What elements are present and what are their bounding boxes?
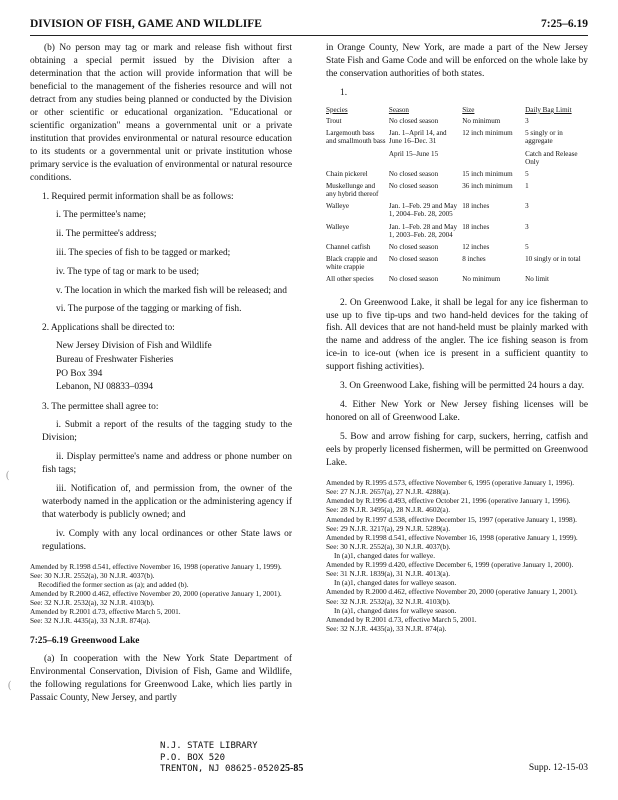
margin-mark: ( — [8, 680, 12, 691]
column-header: Size — [462, 105, 475, 114]
table-cell: 18 inches — [462, 202, 490, 211]
table-cell: 5 — [525, 242, 529, 251]
history-line: See: 30 N.J.R. 2552(a), 30 N.J.R. 4037(b). — [30, 570, 155, 580]
table-cell: Jan. 1–Feb. 28 and May 1, 2003–Feb. 28, 2004 — [388, 222, 458, 239]
table-cell — [326, 149, 389, 169]
paragraph-b: (b) No person may tag or mark and release fish without first obtaining a special permit issued by the Division after a determination that the action will provide information that will be beneficial to the management of the fisheries resource and will not detract from any studies being planned or conducted by the Division or other scientific or educational organization. "Educational or scientific organization" means a governmental unit or a private institution that provides environmental or natural resource education to its students or a governmental unit or private institution whose primary service is the evaluation of environmental or natural resource conditions. — [30, 43, 292, 183]
section-title: 7:25–6.19 Greenwood Lake — [30, 636, 140, 647]
list-subitem: vi. The purpose of the tagging or marking of fish. — [56, 304, 242, 315]
table-cell: Chain pickerel — [326, 169, 368, 178]
table-cell: Trout — [326, 117, 342, 126]
table-cell: Walleye — [326, 222, 350, 231]
history-line: See: 31 N.J.R. 1839(a), 31 N.J.R. 4013(a). — [326, 569, 451, 579]
list-item-3: 3. The permittee shall agree to: — [42, 401, 159, 412]
running-header-section: 7:25–6.19 — [541, 18, 588, 30]
supplement-date: Supp. 12-15-03 — [528, 763, 588, 773]
table-cell: 12 inches — [462, 242, 490, 251]
list-item-2: 2. On Greenwood Lake, it shall be legal for any ice fisherman to use up to five tip-ups and two hand-held devices for the taking of fish. All devices that are not hand-held must be plainly marked with the name and address of the angler. The ice fishing season is from ice-in to ice-out (when ice is present in a sufficient quantity to support fishing activities). — [326, 297, 588, 373]
table-cell: No limit — [525, 275, 549, 284]
history-note: Recodified the former section as (a); and added (b). — [38, 579, 189, 589]
history-line: See: 29 N.J.R. 3217(a), 29 N.J.R. 5289(a). — [326, 523, 451, 533]
column-header: Species — [326, 105, 348, 114]
list-subitem: ii. Display permittee's name and address or phone number on fish tags; — [42, 451, 292, 475]
table-cell: 8 inches — [462, 255, 486, 264]
history-notes-right — [326, 478, 588, 633]
table-row — [326, 242, 588, 254]
paragraph-a-continued: in Orange County, New York, are made a part of the New Jersey State Fish and Game Code and will be enforced on the whole lake by the conservation authorities of both states. — [326, 43, 588, 79]
table-cell: No closed season — [388, 169, 439, 178]
column-header: Daily Bag Limit — [525, 105, 572, 114]
table-cell: No minimum — [462, 275, 501, 284]
history-note: In (a)1, changed dates for walleye season. — [334, 605, 457, 615]
table-cell: 5 — [525, 169, 529, 178]
history-note: In (a)1, changed dates for walleye season. — [334, 578, 457, 588]
history-line: See: 32 N.J.R. 2532(a), 32 N.J.R. 4103(b). — [30, 598, 155, 608]
history-line: Amended by R.2000 d.462, effective November 20, 2000 (operative January 1, 2001). — [326, 587, 578, 597]
table-cell: 10 singly or in total — [525, 255, 581, 264]
table-cell: April 15–June 15 — [388, 149, 439, 158]
mailing-address — [30, 340, 292, 395]
table-row — [326, 254, 588, 274]
table-cell: 5 singly or in aggregate — [525, 129, 563, 146]
table-cell: Muskellunge and any hybrid thereof — [326, 181, 379, 199]
table-cell: No closed season — [388, 181, 439, 190]
table-row — [326, 116, 588, 128]
table-row — [326, 222, 588, 242]
table-cell: No minimum — [462, 117, 501, 126]
history-line: See: 28 N.J.R. 3495(a), 28 N.J.R. 4602(a). — [326, 505, 451, 515]
address-line: Bureau of Freshwater Fisheries — [56, 355, 174, 366]
table-cell: 36 inch minimum — [462, 181, 513, 190]
list-subitem: iii. Notification of, and permission from, the owner of the waterbody named in the application or the administering agency if that waterbody is publicly owned; and — [42, 483, 292, 520]
history-line: Amended by R.1996 d.493, effective October 21, 1996 (operative January 1, 1996). — [326, 496, 571, 506]
table-header-row — [326, 106, 588, 116]
table-cell: No closed season — [388, 255, 439, 264]
table-cell: 15 inch minimum — [462, 169, 513, 178]
history-line: Amended by R.1995 d.573, effective November 6, 1995 (operative January 1, 1996). — [326, 478, 575, 488]
history-notes-left — [30, 562, 292, 626]
address-line: PO Box 394 — [56, 368, 103, 379]
history-line: Amended by R.1999 d.420, effective December 6, 1999 (operative January 1, 2000). — [326, 560, 574, 570]
header-rule — [30, 35, 588, 36]
library-stamp — [160, 741, 279, 776]
table-cell — [462, 149, 525, 169]
history-line: Amended by R.1998 d.541, effective November 16, 1998 (operative January 1, 1999). — [326, 532, 578, 542]
table-cell: No closed season — [388, 242, 439, 251]
stamp-line: N.J. STATE LIBRARY — [160, 741, 258, 751]
stamp-line: P.O. BOX 520 — [160, 752, 226, 763]
history-line: Amended by R.2000 d.462, effective November 20, 2000 (operative January 1, 2001). — [30, 588, 282, 598]
table-body — [326, 116, 588, 287]
history-line: Amended by R.1998 d.541, effective November 16, 1998 (operative January 1, 1999). — [30, 561, 282, 571]
table-row — [326, 169, 588, 181]
table-cell: 3 — [525, 202, 529, 211]
page-number: 25-85 — [280, 763, 304, 774]
margin-mark: ( — [6, 470, 10, 481]
table-cell: 3 — [525, 117, 529, 126]
list-item-1: 1. Required permit information shall be as follows: — [42, 191, 234, 202]
list-item-5: 5. Bow and arrow fishing for carp, suckers, herring, catfish and eels by properly licensed fishermen, will be permitted on Greenwood Lake. — [326, 432, 588, 469]
address-line: Lebanon, NJ 08833–0394 — [56, 382, 154, 393]
table-cell: No closed season — [388, 117, 439, 126]
table-cell: 3 — [525, 222, 529, 231]
table-row — [326, 274, 588, 286]
table-cell: Jan. 1–April 14, and June 16–Dec. 31 — [388, 129, 447, 146]
list-item-2: 2. Applications shall be directed to: — [42, 323, 175, 334]
list-item-4: 4. Either New York or New Jersey fishing licenses will be honored on all of Greenwood Lake. — [326, 400, 588, 424]
list-subitem: iv. The type of tag or mark to be used; — [56, 266, 199, 277]
table-cell: No closed season — [388, 275, 439, 284]
list-subitem: v. The location in which the marked fish will be released; and — [56, 285, 287, 296]
table-cell: 12 inch minimum — [462, 129, 513, 138]
history-line: Amended by R.2001 d.73, effective March 5, 2001. — [30, 607, 181, 617]
table-row — [326, 181, 588, 201]
column-header: Season — [388, 105, 409, 114]
table-row — [326, 201, 588, 221]
history-line: Amended by R.2001 d.73, effective March 5, 2001. — [326, 614, 477, 624]
list-item-1: 1. — [340, 87, 348, 98]
table-cell: Jan. 1–Feb. 29 and May 1, 2004–Feb. 28, 2005 — [388, 202, 458, 219]
history-line: See: 32 N.J.R. 2532(a), 32 N.J.R. 4103(b). — [326, 596, 451, 606]
right-column — [326, 42, 588, 633]
list-subitem: iv. Comply with any local ordinances or other State laws or regulations. — [42, 528, 292, 552]
regulations-table — [326, 106, 588, 287]
history-line: See: 32 N.J.R. 4435(a), 33 N.J.R. 874(a). — [30, 616, 151, 626]
history-line: See: 27 N.J.R. 2657(a), 27 N.J.R. 4288(a). — [326, 487, 451, 497]
table-cell: Walleye — [326, 202, 350, 211]
stamp-line: TRENTON, NJ 08625-0520 — [160, 764, 280, 775]
list-subitem: ii. The permittee's address; — [56, 228, 157, 239]
list-subitem: i. The permittee's name; — [56, 209, 147, 220]
history-note: In (a)1, changed dates for walleye. — [334, 551, 436, 561]
table-cell: 1 — [525, 181, 529, 190]
list-subitem: iii. The species of fish to be tagged or marked; — [56, 247, 231, 258]
history-line: Amended by R.1997 d.538, effective December 15, 1997 (operative January 1, 1998). — [326, 514, 577, 524]
address-line: New Jersey Division of Fish and Wildlife — [56, 341, 212, 352]
left-column — [30, 42, 292, 711]
running-header-title: DIVISION OF FISH, GAME AND WILDLIFE — [30, 18, 262, 30]
list-subitem: i. Submit a report of the results of the tagging study to the Division; — [42, 419, 292, 443]
table-row — [326, 128, 588, 148]
table-cell: Channel catfish — [326, 242, 371, 251]
table-cell: Black crappie and white crappie — [326, 255, 378, 272]
list-item-3: 3. On Greenwood Lake, fishing will be permitted 24 hours a day. — [340, 381, 585, 392]
table-cell: Catch and Release Only — [525, 149, 578, 166]
history-line: See: 32 N.J.R. 4435(a), 33 N.J.R. 874(a). — [326, 623, 447, 633]
paragraph-a: (a) In cooperation with the New York State Department of Environmental Conservation, Division of Fish, Game and Wildlife, the following regulations for Greenwood Lake, which lies partly in Passaic County, New Jersey, and partly — [30, 654, 292, 704]
table-row — [326, 149, 588, 169]
table-cell: 18 inches — [462, 222, 490, 231]
table-cell: All other species — [326, 275, 374, 284]
history-line: See: 30 N.J.R. 2552(a), 30 N.J.R. 4037(b). — [326, 541, 451, 551]
table-cell: Largemouth bass and smallmouth bass — [326, 129, 386, 146]
